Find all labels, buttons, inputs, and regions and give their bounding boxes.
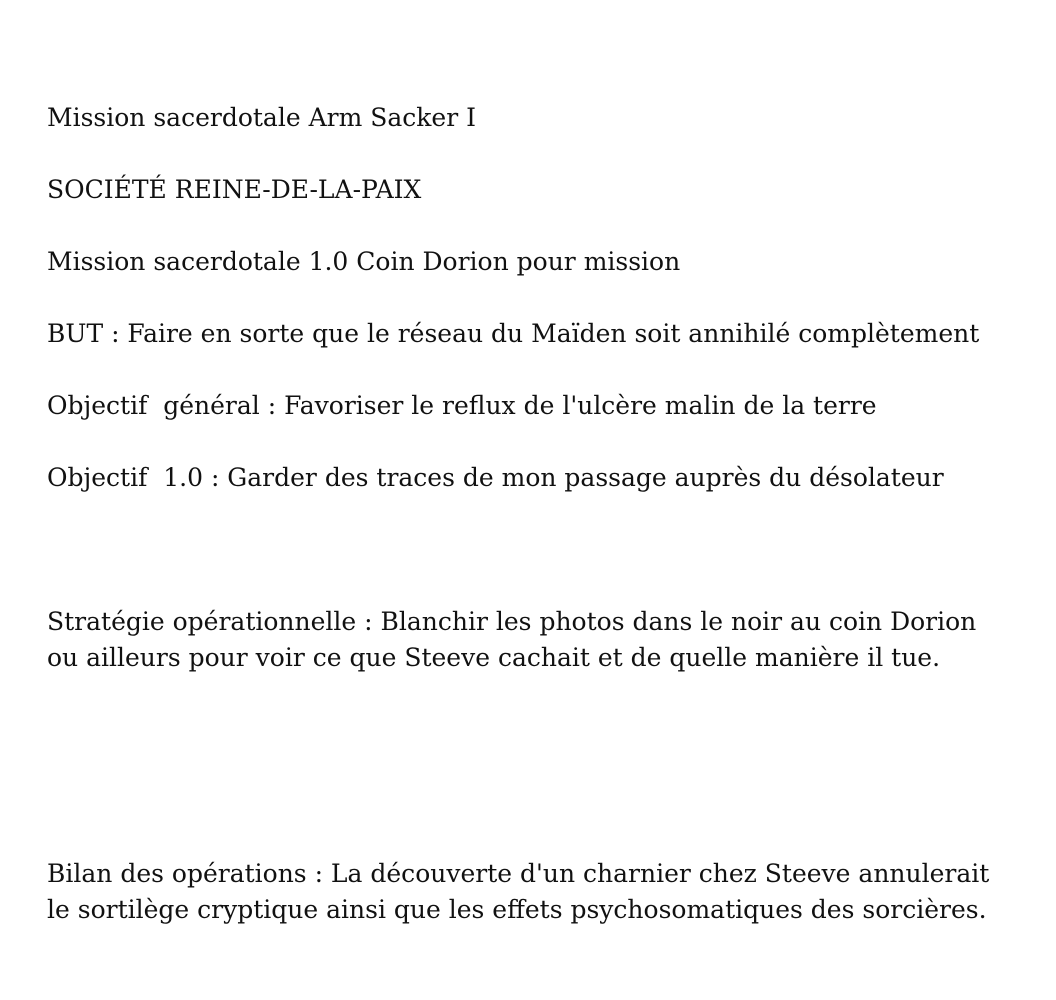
operational-strategy	[47, 532, 1016, 748]
summary-line-2: le sortilège cryptique ainsi que les effets psychosomatiques des sorcières.	[47, 895, 987, 924]
goal-line: BUT : Faire en sorte que le réseau du Maïden soit annihilé complètement	[47, 319, 980, 348]
strategy-line-2: ou ailleurs pour voir ce que Steeve cachait et de quelle manière il tue.	[47, 643, 941, 672]
operations-summary	[47, 784, 1016, 1000]
general-objective: Objectif général : Favoriser le reflux de l'ulcère malin de la terre	[47, 391, 877, 420]
strategy-line-1: Stratégie opérationnelle : Blanchir les photos dans le noir au coin Dorion	[47, 607, 977, 636]
mission-title: Mission sacerdotale Arm Sacker I	[47, 103, 476, 132]
society-name: SOCIÉTÉ REINE-DE-LA-PAIX	[47, 175, 422, 204]
summary-line-1: Bilan des opérations : La découverte d'un charnier chez Steeve annulerait	[47, 859, 990, 888]
mission-line: Mission sacerdotale 1.0 Coin Dorion pour mission	[47, 247, 681, 276]
objective-1: Objectif 1.0 : Garder des traces de mon passage auprès du désolateur	[47, 463, 944, 492]
